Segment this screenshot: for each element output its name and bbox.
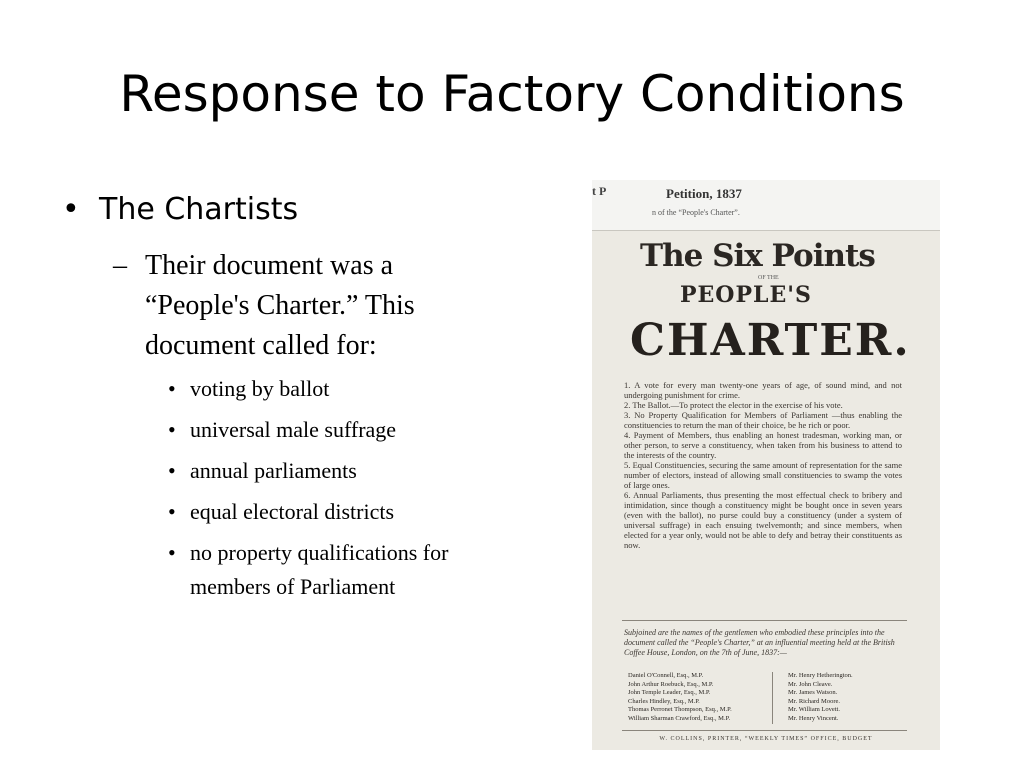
poster-headline-peoples: PEOPLE'S [680,282,812,308]
dash-marker: – [113,250,127,281]
bullet-marker: • [62,192,80,227]
list-bullet: • [168,376,176,401]
charter-poster-image [592,180,940,750]
poster-headline-charter: CHARTER. [630,315,911,366]
list-bullet: • [168,417,176,442]
slide-title: Response to Factory Conditions [119,65,905,123]
list-item-text: equal electoral districts [190,499,395,524]
poster-point: 2. The Ballot.—To protect the elector in the exercise of his vote. [624,400,843,410]
list-bullet: • [168,458,176,483]
poster-of-the: OF THE [758,275,779,281]
poster-petition-caption: Petition, 1837 [666,186,742,201]
poster-name: Daniel O'Connell, Esq., M.P. [628,672,704,679]
poster-italic-note: Subjoined are the names of the gentlemen who embodied these principles into the document called the “People's Charter,” at an influential meeting held at the British Coffee House, London, on the 7th of June, 1837:— [624,628,895,657]
poster-corner-text: t P [592,184,607,198]
poster-points [624,380,902,550]
poster-divider [622,620,907,621]
poster-name: Mr. John Cleave. [788,680,833,688]
poster-name: Charles Hindley, Esq., M.P. [628,697,700,705]
poster-name: Mr. James Watson. [788,689,838,696]
poster-name: Thomas Perronet Thompson, Esq., M.P. [628,706,732,713]
poster-subnote: n of the “People's Charter”. [652,208,740,217]
poster-name: Mr. Henry Vincent. [788,714,839,722]
poster-names-left [628,672,732,723]
list-item-text: voting by ballot [190,376,330,401]
poster-point: 4. Payment of Members, thus enabling an honest tradesman, working man, or other person, to serve a constituency, when taken from his business to attend to the interests of the country. [624,430,902,460]
poster-point: 5. Equal Constituencies, securing the same amount of representation for the same number of electors, instead of allowing small constituencies to swamp the votes of large ones. [624,460,902,490]
list-bullet: • [168,540,176,565]
list-item-text: annual parliaments [190,458,357,483]
list-bullet: • [168,499,176,524]
poster-header-strip [592,180,940,231]
poster-point: 6. Annual Parliaments, thus presenting the most effectual check to bribery and intimidation, since though a constituency might be bought once in seven years (even with the ballot), no purse could buy a constituency (under a system of universal suffrage) in each ensuing twelvemonth; and since members, when elected for a year only, would not be able to defy and betray their constituents as now. [624,490,902,550]
poster-name: John Temple Leader, Esq., M.P. [628,689,711,696]
poster-printer-line: W. COLLINS, PRINTER, “WEEKLY TIMES” OFFICE, BUDGET [659,736,873,742]
poster-bottom-divider [622,730,907,731]
poster-point: 3. No Property Qualification for Members of Parliament —thus enabling the constituencies to return the man of their choice, be he rich or poor. [624,410,902,430]
poster-name: Mr. Richard Moore. [788,697,840,705]
poster-name: John Arthur Roebuck, Esq., M.P. [628,680,714,688]
sub-bullet-text: Their document was a “People's Charter.” This document called for: [145,250,415,361]
list-item-text: no property qualifications for members of Parliament [190,540,449,599]
poster-names-right [788,672,853,723]
bullet-text: The Chartists [99,192,299,227]
poster-headline-six-points: The Six Points [640,238,875,274]
poster-name: Mr. William Lovett. [788,706,840,713]
poster-point: 1. A vote for every man twenty-one years of age, of sound mind, and not undergoing punishment for crime. [624,380,902,400]
poster-name: William Sharman Crawford, Esq., M.P. [628,714,731,722]
list-item-text: universal male suffrage [190,417,397,442]
poster-name: Mr. Henry Hetherington. [788,672,853,679]
poster-names-divider [772,672,773,724]
